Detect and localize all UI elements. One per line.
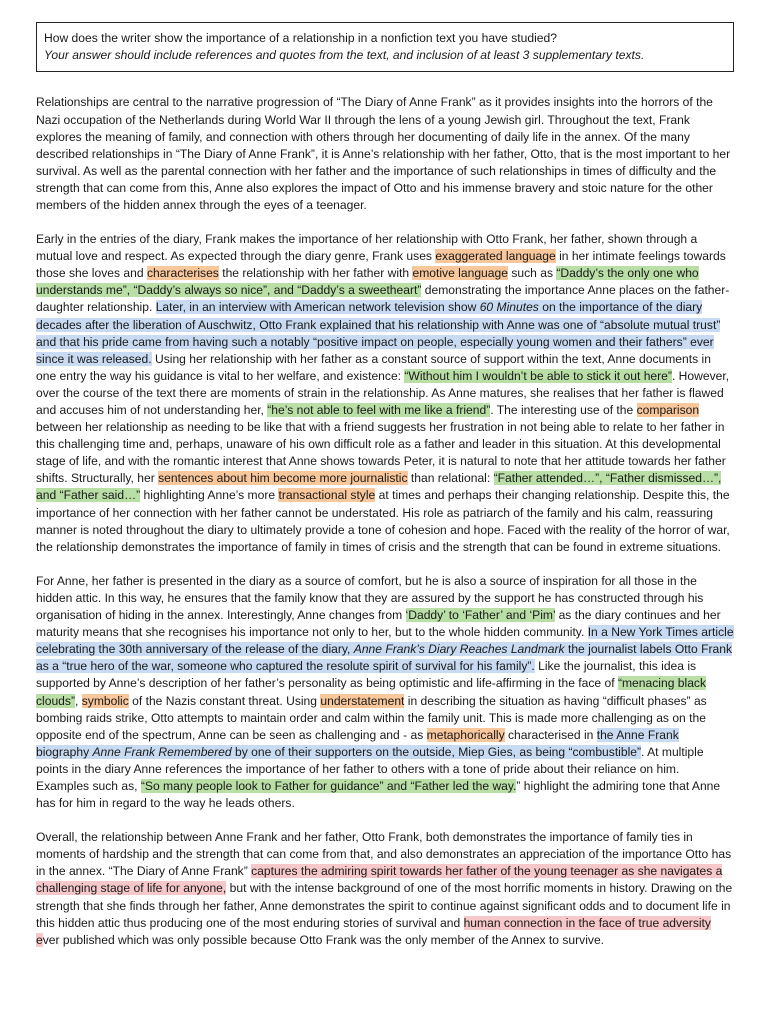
technique-highlight: metaphorically	[426, 727, 505, 742]
paragraph-text: Relationships are central to the narrative progression of “The Diary of Anne Frank” as it provides insights into the horrors of the Nazi occupation of the Netherlands during World War II through the lens of a young Jewish girl. Throughout the text, Frank explores the meaning of family, and connection with others through her documenting of daily life in the annex. Of the many described relationships in “The Diary of Anne Frank”, it is Anne’s relationship with her father, Otto, that is the most important to her survival. As well as the parental connection with her father and the importance of such relationships in times of difficulty and the strength that can come from this, Anne also explores the impact of Otto and his immense bravery and stoic nature for the other members of the hidden annex through the eyes of a teenager.	[36, 95, 731, 212]
paragraph-text: such as	[507, 266, 557, 281]
quote-highlight: “menacing black clouds”	[36, 676, 707, 708]
essay-paragraph-4	[36, 829, 734, 949]
technique-highlight: characterises	[146, 266, 219, 281]
paragraph-text: highlighting Anne’s more	[140, 488, 279, 503]
supplementary-highlight: on the importance of the diary decades after the liberation of Auschwitz, Otto Frank explained that his relationship with Anne was one of “absolute mutual trust” and that his pride came from having such a notably “positive impact on people, especially young women and their fathers” ever since it was released.	[36, 300, 721, 366]
essay-paragraph-3	[36, 573, 734, 812]
supplementary-highlight: In a New York Times article celebrating the 30th anniversary of the release of the diary,	[36, 625, 734, 657]
technique-highlight: exaggerated language	[435, 249, 556, 264]
supplementary-highlight: the journalist labels Otto Frank as a “true hero of the war, someone who captured the resolute spirit of survival for his family”.	[36, 642, 732, 674]
paragraph-text: ,	[75, 693, 82, 708]
conclusion-highlight: captures the admiring spirit towards her father of the young teenager as she navigates a challenging stage of life for anyone,	[36, 864, 723, 896]
supplementary-highlight: the Anne Frank biography	[36, 727, 679, 759]
paragraph-text: characterised in	[504, 727, 597, 742]
technique-highlight: sentences about him become more journalistic	[158, 471, 408, 486]
supplementary-highlight: by one of their supporters on the outside, Miep Gies, as being “combustible”	[231, 744, 642, 759]
paragraph-text: of the Nazis constant threat. Using	[128, 693, 321, 708]
quote-highlight: “So many people look to Father for guidance” and “Father led the way.	[140, 778, 517, 793]
question-box	[36, 22, 734, 72]
essay-paragraph-2	[36, 231, 734, 556]
paragraph-text: in her intimate feelings towards those she loves and	[36, 249, 726, 281]
technique-highlight: emotive language	[412, 266, 508, 281]
paragraph-text: in describing the situation as having “difficult phases” as bombing raids strike, Otto attempts to maintain order and calm within the family unit. This is made more challenging as on the opposite end of the spectrum, Anne can be seen as challenging and - as	[36, 693, 707, 742]
technique-highlight: transactional style	[278, 488, 376, 503]
paragraph-text: than relational:	[407, 471, 494, 486]
technique-highlight: understatement	[320, 693, 405, 708]
paragraph-text: ver published which was only possible because Otto Frank was the only member of the Annex to survive.	[42, 932, 605, 947]
paragraph-text: at times and perhaps their changing relationship. Despite this, the importance of her connection with her father cannot be understated. His role as patriarch of the family and his calm, reassuring manner is noted throughout the diary to ultimately provide a tone of cohesion and hope. Faced with the reality of the horror of war, the relationship demonstrates the importance of family in times of crisis and the strength that can be found in extreme situations.	[36, 488, 730, 554]
paragraph-text: For Anne, her father is presented in the diary as a source of comfort, but he is also a source of inspiration for all those in the hidden attic. In this way, he ensures that the family know that they are assured by the support he has constructed through his organisation of hiding in the annex. Interestingly, Anne changes from	[36, 573, 704, 623]
technique-highlight: symbolic	[81, 693, 129, 708]
paragraph-text: the relationship with her father with	[218, 266, 413, 281]
paragraph-text: . However, over the course of the text there are moments of strain in the relationship. As Anne matures, she realises that her father is flawed and accuses him of not understanding her,	[36, 368, 730, 417]
supplementary-highlight: Anne Frank’s Diary Reaches Landmark	[353, 642, 565, 657]
supplementary-highlight: Anne Frank Remembered	[92, 744, 232, 759]
paragraph-text: . At multiple points in the diary Anne references the importance of her father to others with a tone of pride about their reliance on him. Examples such as,	[36, 744, 704, 793]
paragraph-text: Using her relationship with her father as a constant source of support within the text, Anne documents in one entry the way his guidance is vital to her welfare, and existence:	[36, 351, 711, 383]
paragraph-text: between her relationship as needing to be like that with a friend suggests her frustration in not being able to relate to her father in this challenging time and, perhaps, unaware of his own difficult role as a father and leader in this situation. At this developmental stage of life, and with the romantic interest that Anne shows towards Peter, it is natural to note that her attitude towards her father shifts. Structurally, her	[36, 420, 726, 486]
technique-highlight: comparison	[636, 403, 700, 417]
paragraph-text: Like the journalist, this idea is supported by Anne’s description of her father’s personality as being optimistic and life-affirming in the face of	[36, 659, 697, 691]
conclusion-highlight: human connection in the face of true adversity e	[36, 915, 711, 947]
paragraph-text: . The interesting use of the	[490, 403, 637, 417]
quote-highlight: “Father attended…”, “Father dismissed…”, and “Father said…”	[36, 471, 722, 503]
quote-highlight: ‘Daddy’ to ‘Father’ and ‘Pim’	[405, 608, 556, 623]
supplementary-highlight: Later, in an interview with American network television show	[155, 300, 480, 315]
paragraph-text: Overall, the relationship between Anne Frank and her father, Otto Frank, both demonstrates the importance of family ties in moments of hardship and the strength that can come from that, and also demonstrates an appreciation of the importance Otto has in the annex. “The Diary of Anne Frank”	[36, 830, 732, 879]
paragraph-text: Early in the entries of the diary, Frank makes the importance of her relationship with Otto Frank, her father, shown through a mutual love and respect. As expected through the diary genre, Frank uses	[36, 232, 698, 264]
paragraph-text: demonstrating the importance Anne places on the father-daughter relationship.	[36, 283, 730, 315]
paragraph-text: ” highlight the admiring tone that Anne has for him in regard to the way he leads others.	[36, 778, 721, 811]
quote-highlight: “Without him I wouldn’t be able to stick it out here”	[404, 368, 672, 383]
quote-highlight: “he’s not able to feel with me like a friend”	[267, 403, 491, 417]
essay-paragraph-1	[36, 94, 734, 214]
supplementary-highlight: 60 Minutes	[479, 300, 539, 315]
quote-highlight: “Daddy’s the only one who understands me”, “Daddy’s always so nice”, and “Daddy’s a sweetheart”	[36, 266, 699, 298]
paragraph-text: but with the intense background of one of the most horrific moments in history. Drawing on the strength that she finds through her father, Anne demonstrates the spirit to continue against significant odds and to document life in this hidden attic thus producing one of the most enduring stories of survival and	[36, 881, 733, 930]
question-text: How does the writer show the importance of a relationship in a nonfiction text you have studied?	[44, 31, 557, 45]
paragraph-text: as the diary continues and her maturity means that she recognises his importance not only to her, but to the whole hidden community.	[36, 608, 721, 640]
question-instructions: Your answer should include references and quotes from the text, and inclusion of at least 3 supplementary texts.	[44, 48, 645, 63]
